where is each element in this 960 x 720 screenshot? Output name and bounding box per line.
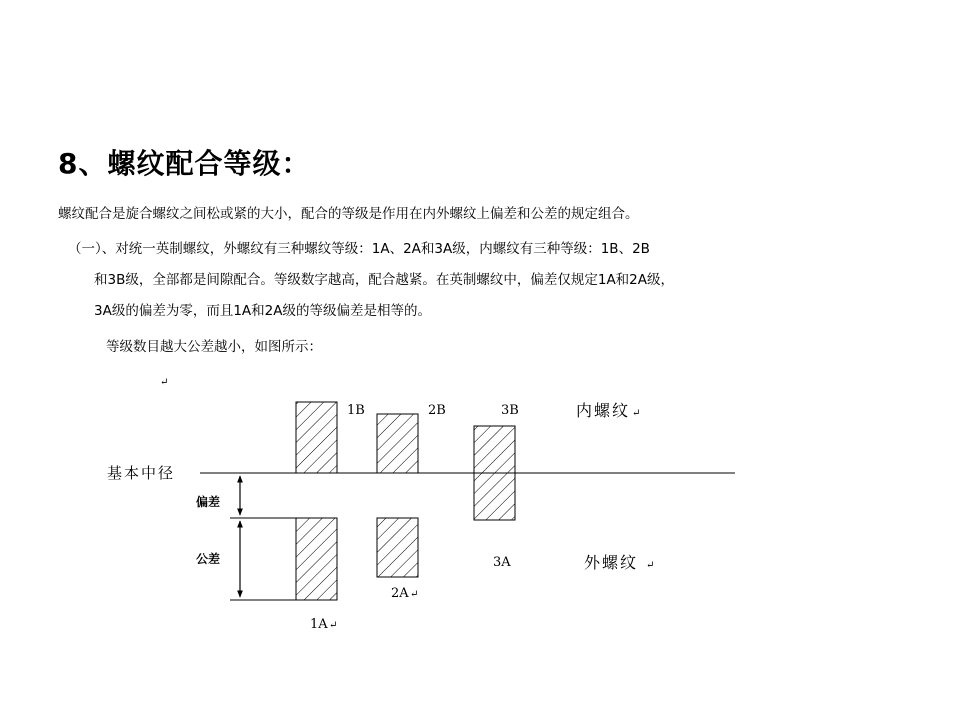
box-3A	[474, 473, 515, 520]
return-mark: ↵	[160, 377, 169, 388]
paragraph-2: 和3B级，全部都是间隙配合。等级数字越高，配合越紧。在英制螺纹中，偏差仅规定1A和2A级，	[94, 272, 674, 288]
box-1A	[296, 518, 337, 600]
return-mark-2A: ↵	[410, 589, 419, 600]
label-2B: 2B	[428, 403, 446, 418]
paragraph-1: （一）、对统一英制螺纹，外螺纹有三种螺纹等级：1A、2A和3A级，内螺纹有三种等级：1B、2B	[68, 241, 650, 257]
label-3A: 3A	[493, 555, 511, 570]
tolerance-label: 公差	[196, 552, 221, 566]
label-1B: 1B	[347, 403, 365, 418]
box-2A	[377, 518, 418, 577]
box-3B	[474, 426, 515, 473]
label-1A: 1A	[310, 617, 328, 632]
return-mark-external: ↵	[646, 560, 655, 571]
external-thread-label: 外螺纹	[584, 553, 639, 572]
paragraph-4: 等级数目越大公差越小，如图所示：	[106, 339, 322, 355]
return-mark-internal: ↵	[632, 408, 641, 419]
box-2B	[377, 414, 418, 473]
label-3B: 3B	[501, 403, 519, 418]
box-1B	[296, 402, 337, 473]
paragraph-3: 3A级的偏差为零，而且1A和2A级的等级偏差是相等的。	[94, 303, 431, 319]
return-mark-1A: ↵	[329, 620, 338, 631]
slide-title: 8、螺纹配合等级：	[58, 147, 311, 180]
basic-pitch-label: 基本中径	[107, 464, 176, 482]
intro-text: 螺纹配合是旋合螺纹之间松或紧的大小，配合的等级是作用在内外螺纹上偏差和公差的规定组合。	[58, 206, 639, 222]
label-2A: 2A	[391, 586, 409, 601]
deviation-label: 偏差	[196, 495, 221, 509]
internal-thread-label: 内螺纹	[576, 401, 631, 420]
